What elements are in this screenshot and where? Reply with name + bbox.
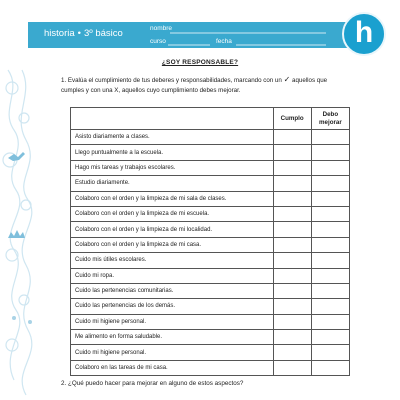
instruction-part2: aquellos que cumples y con una X, aquellos cuyo cumplimiento debes mejorar. [61, 77, 328, 94]
instruction-part1: 1. Evalúa el cumplimiento de tus deberes y responsabilidades, marcando con un [61, 77, 282, 84]
debo-mejorar-checkbox-cell[interactable] [311, 206, 349, 221]
row-statement: Estudio diariamente. [71, 176, 274, 191]
cumplo-checkbox-cell[interactable] [273, 345, 311, 360]
self-evaluation-table [70, 107, 350, 376]
row-statement: Cuido mi higiene personal. [71, 345, 274, 360]
row-statement: Colaboro con el orden y la limpieza de mi sala de clases. [71, 191, 274, 206]
subject-name: historia [44, 28, 75, 39]
row-statement: Llego puntualmente a la escuela. [71, 145, 274, 160]
debo-mejorar-checkbox-cell[interactable] [311, 314, 349, 329]
debo-mejorar-checkbox-cell[interactable] [311, 299, 349, 314]
row-statement: Cuido las pertenencias comunitarias. [71, 283, 274, 298]
row-statement: Me alimento en forma saludable. [71, 330, 274, 345]
table-row [71, 330, 350, 345]
row-statement: Cuido mi higiene personal. [71, 314, 274, 329]
debo-mejorar-checkbox-cell[interactable] [311, 253, 349, 268]
row-statement: Colaboro con el orden y la limpieza de mi localidad. [71, 222, 274, 237]
table-row [71, 237, 350, 252]
debo-mejorar-checkbox-cell[interactable] [311, 130, 349, 145]
column-header-item [71, 108, 274, 130]
cumplo-checkbox-cell[interactable] [273, 237, 311, 252]
cumplo-checkbox-cell[interactable] [273, 206, 311, 221]
cumplo-checkbox-cell[interactable] [273, 299, 311, 314]
debo-mejorar-checkbox-cell[interactable] [311, 330, 349, 345]
worksheet-title: ¿SOY RESPONSABLE? [161, 59, 239, 66]
debo-mejorar-checkbox-cell[interactable] [311, 191, 349, 206]
question-2: 2. ¿Qué puedo hacer para mejorar en alguno de estos aspectos? [61, 380, 244, 387]
debo-mejorar-checkbox-cell[interactable] [311, 176, 349, 191]
row-statement: Colaboro en las tareas de mi casa. [71, 360, 274, 375]
table-row [71, 222, 350, 237]
cumplo-checkbox-cell[interactable] [273, 253, 311, 268]
cumplo-checkbox-cell[interactable] [273, 268, 311, 283]
cumplo-checkbox-cell[interactable] [273, 330, 311, 345]
subject-label: historia • 3º básico [44, 28, 123, 39]
row-statement: Hago mis tareas y trabajos escolares. [71, 160, 274, 175]
table-row [71, 283, 350, 298]
debo-mejorar-checkbox-cell[interactable] [311, 145, 349, 160]
header-form [138, 22, 328, 48]
table-row [71, 160, 350, 175]
table-row [71, 176, 350, 191]
name-field-label: nombre [150, 25, 173, 32]
table-row [71, 191, 350, 206]
column-header-cumplo: Cumplo [273, 108, 311, 130]
instruction-text [61, 75, 346, 95]
table-row [71, 299, 350, 314]
table-row [71, 253, 350, 268]
cumplo-checkbox-cell[interactable] [273, 160, 311, 175]
brand-logo [342, 12, 386, 56]
row-statement: Colaboro con el orden y la limpieza de mi casa. [71, 237, 274, 252]
logo-letter: h [354, 15, 374, 49]
cumplo-checkbox-cell[interactable] [273, 176, 311, 191]
cumplo-checkbox-cell[interactable] [273, 130, 311, 145]
debo-mejorar-checkbox-cell[interactable] [311, 345, 349, 360]
cumplo-checkbox-cell[interactable] [273, 283, 311, 298]
table-row [71, 130, 350, 145]
table-row [71, 314, 350, 329]
debo-mejorar-checkbox-cell[interactable] [311, 160, 349, 175]
debo-mejorar-checkbox-cell[interactable] [311, 237, 349, 252]
column-header-debo-mejorar: Debo mejorar [311, 108, 349, 130]
debo-mejorar-checkbox-cell[interactable] [311, 360, 349, 375]
table-body [71, 130, 350, 376]
row-statement: Cuido mis útiles escolares. [71, 253, 274, 268]
cumplo-checkbox-cell[interactable] [273, 314, 311, 329]
cumplo-checkbox-cell[interactable] [273, 191, 311, 206]
course-field-label: curso [150, 38, 166, 45]
debo-mejorar-checkbox-cell[interactable] [311, 268, 349, 283]
table-row [71, 206, 350, 221]
row-statement: Cuido las pertenencias de los demás. [71, 299, 274, 314]
table-row [71, 360, 350, 375]
table-row [71, 345, 350, 360]
cumplo-checkbox-cell[interactable] [273, 222, 311, 237]
checkmark-icon: ✓ [283, 75, 291, 84]
grade-label: 3º básico [83, 28, 123, 39]
table-row [71, 268, 350, 283]
debo-mejorar-checkbox-cell[interactable] [311, 283, 349, 298]
table-row [71, 145, 350, 160]
debo-mejorar-checkbox-cell[interactable] [311, 222, 349, 237]
table-header-row [71, 108, 350, 130]
cumplo-checkbox-cell[interactable] [273, 145, 311, 160]
date-field-label: fecha [216, 38, 232, 45]
row-statement: Colaboro con el orden y la limpieza de mi escuela. [71, 206, 274, 221]
row-statement: Cuido mi ropa. [71, 268, 274, 283]
row-statement: Asisto diariamente a clases. [71, 130, 274, 145]
cumplo-checkbox-cell[interactable] [273, 360, 311, 375]
